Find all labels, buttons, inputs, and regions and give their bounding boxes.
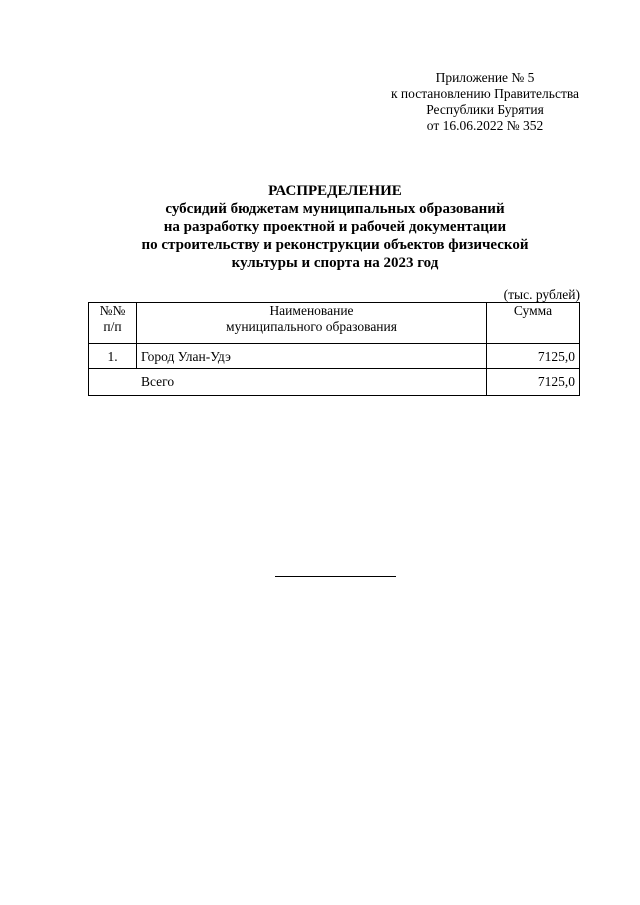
appendix-republic: Республики Бурятия	[426, 102, 544, 117]
title-heading: РАСПРЕДЕЛЕНИЕ	[268, 183, 402, 199]
title-line-1: субсидий бюджетам муниципальных образований	[165, 201, 505, 217]
header-number-line-2: п/п	[103, 319, 122, 334]
header-name-cell	[137, 303, 487, 344]
distribution-table	[88, 302, 580, 396]
header-name-line-2: муниципального образования	[226, 319, 397, 334]
header-name-line-1: Наименование	[269, 303, 354, 318]
appendix-resolution: к постановлению Правительства	[390, 86, 580, 101]
header-sum-cell: Сумма	[487, 303, 580, 344]
total-sum: 7125,0	[487, 369, 580, 396]
units-label: (тыс. рублей)	[503, 287, 580, 302]
appendix-block	[370, 70, 600, 134]
title-line-2: на разработку проектной и рабочей документации	[163, 219, 507, 235]
total-label: Всего	[89, 369, 487, 396]
document-title	[70, 182, 600, 272]
table-header-row	[89, 303, 580, 344]
appendix-date: от 16.06.2022 № 352	[426, 118, 544, 133]
appendix-title: Приложение № 5	[435, 70, 535, 85]
row-sum: 7125,0	[487, 344, 580, 369]
header-number-cell	[89, 303, 137, 344]
row-number: 1.	[89, 344, 137, 369]
header-number-line-1: №№	[99, 303, 126, 318]
end-separator-line	[275, 576, 396, 577]
table-row	[89, 344, 580, 369]
title-line-4: культуры и спорта на 2023 год	[231, 255, 439, 271]
table-total-row	[89, 369, 580, 396]
title-line-3: по строительству и реконструкции объектов физической	[141, 237, 529, 253]
row-municipality: Город Улан-Удэ	[137, 344, 487, 369]
